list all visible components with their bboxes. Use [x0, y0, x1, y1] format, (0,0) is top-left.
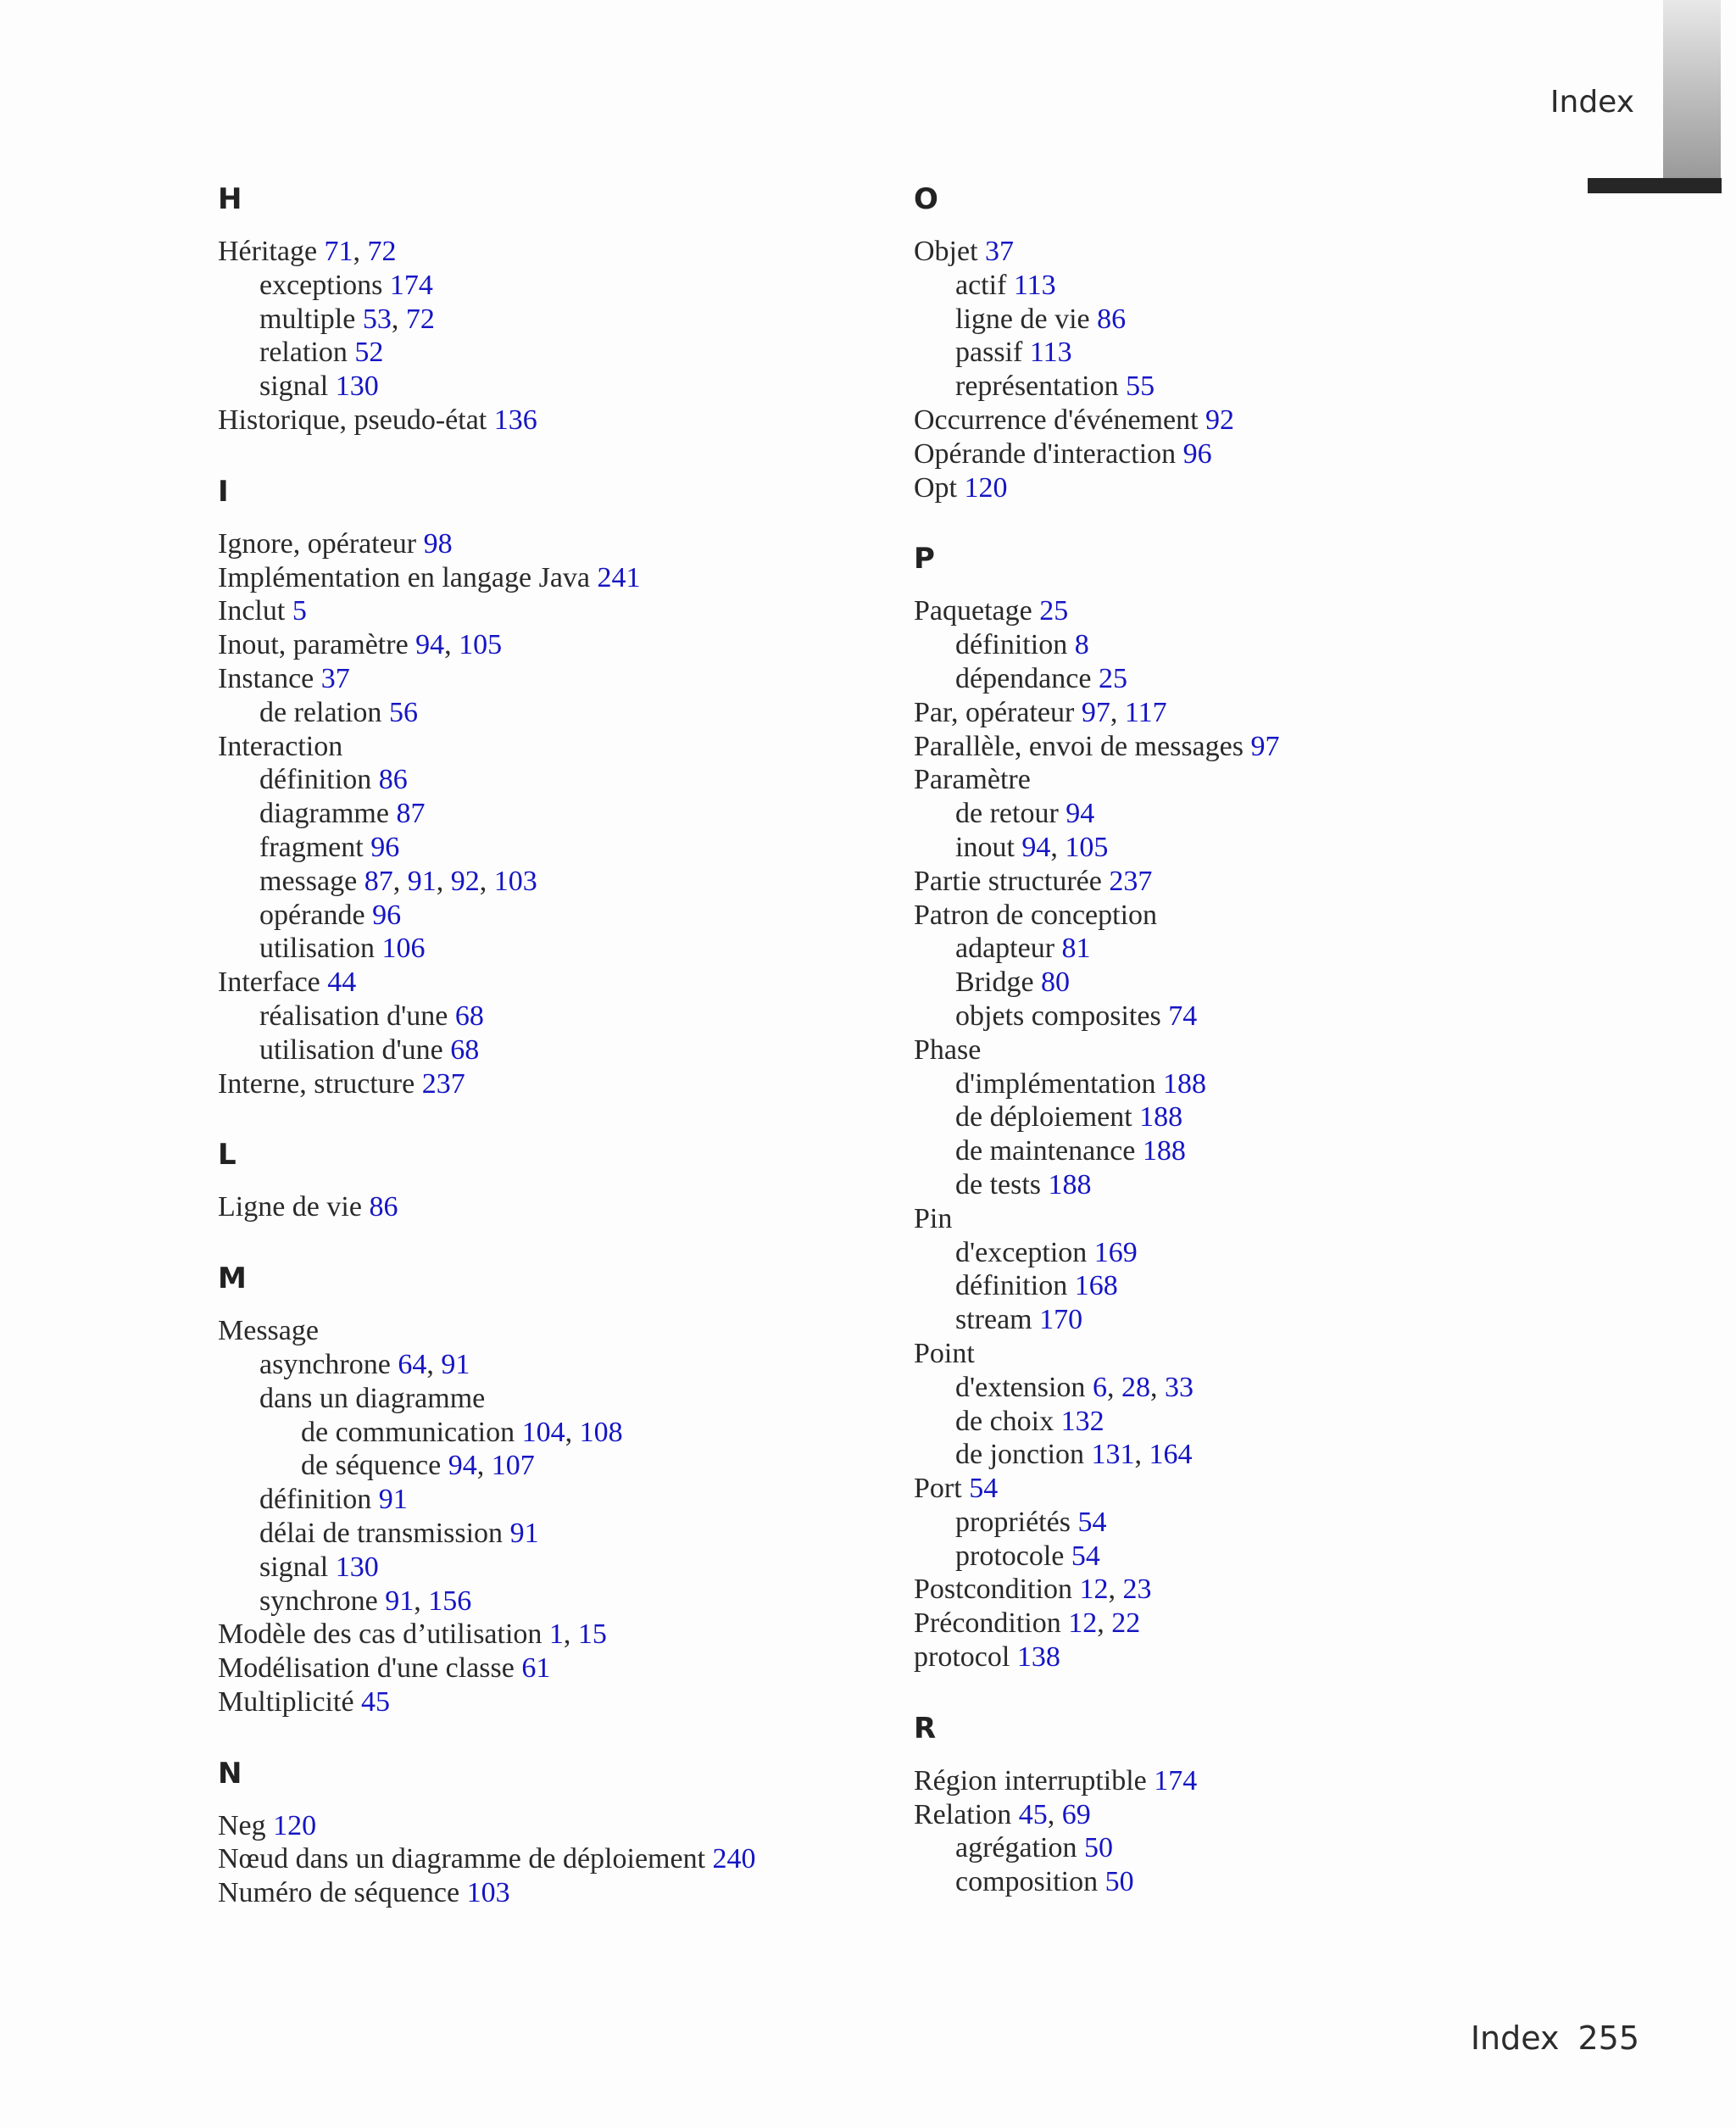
index-entry [218, 269, 896, 303]
index-entry [914, 1764, 1592, 1798]
page-ref-link[interactable]: 94 [1066, 798, 1095, 830]
index-term: Objet [914, 236, 978, 267]
index-term: de tests [955, 1168, 1042, 1200]
page-ref-link[interactable]: 56 [388, 696, 418, 728]
index-entry [218, 1314, 896, 1348]
index-term: de déploiement [955, 1101, 1132, 1134]
index-section-i [218, 475, 896, 1101]
index-term: Modèle des cas d’utilisation [218, 1618, 542, 1651]
index-entry: message 87, 91, 92, 103 [259, 865, 537, 897]
index-entry [914, 1472, 1592, 1506]
index-entry: de jonction 131, 164 [955, 1439, 1193, 1471]
page-ref-link[interactable]: 188 [1163, 1067, 1207, 1100]
index-entry [914, 797, 1592, 831]
index-term: Phase [914, 1033, 982, 1066]
index-term: d'exception [955, 1236, 1088, 1268]
page-ref-link[interactable]: 72 [367, 236, 397, 267]
page-ref-link[interactable]: 87 [364, 865, 393, 897]
index-term: définition [955, 1270, 1068, 1302]
index-entry [914, 1831, 1592, 1865]
index-term: Bridge [955, 967, 1034, 999]
index-entry: Relation 45, 69 [914, 1798, 1091, 1830]
index-column-right [914, 182, 1592, 1936]
index-section-n [218, 1757, 896, 1910]
index-entry [914, 370, 1592, 404]
index-term: définition [259, 764, 372, 796]
index-term: agrégation [955, 1832, 1077, 1864]
page-ref-link[interactable]: 50 [1084, 1832, 1113, 1864]
page-ref-link[interactable]: 37 [320, 662, 350, 694]
index-term: adapteur [955, 933, 1055, 965]
index-entry [218, 662, 896, 696]
page-ref-link[interactable]: 96 [1182, 437, 1212, 470]
index-entry [914, 763, 1592, 797]
page-ref-link[interactable]: 37 [985, 236, 1015, 267]
index-entry: inout 94, 105 [955, 831, 1109, 863]
index-term: Opérande d'interaction [914, 437, 1177, 470]
index-term: Interne, structure [218, 1067, 415, 1100]
page-ref-link[interactable]: 45 [361, 1685, 391, 1718]
index-term: réalisation d'une [259, 1000, 448, 1032]
index-entry [914, 404, 1592, 437]
index-term: utilisation [259, 933, 375, 965]
index-entry [218, 696, 896, 730]
index-term: Partie structurée [914, 865, 1102, 897]
page-number: 255 [1577, 2019, 1639, 2057]
page-ref-link[interactable]: 105 [459, 629, 503, 661]
index-entry [218, 1000, 896, 1033]
index-entry [914, 1405, 1592, 1439]
page-ref-link[interactable]: 68 [454, 1000, 484, 1032]
section-letter: O [914, 182, 938, 216]
index-term: de retour [955, 798, 1059, 830]
index-entry [218, 1809, 896, 1843]
index-column-left [218, 182, 896, 1947]
index-entry [914, 1303, 1592, 1337]
index-entry: de séquence 94, 107 [301, 1450, 535, 1482]
index-term: signal [259, 370, 329, 403]
index-entry [218, 966, 896, 1000]
page-ref-link[interactable]: 22 [1111, 1607, 1141, 1640]
index-entry [218, 730, 896, 764]
index-term: dans un diagramme [259, 1382, 486, 1414]
section-letter: N [218, 1756, 242, 1791]
page-ref-link[interactable]: 98 [423, 527, 453, 560]
page-ref-link[interactable]: 130 [335, 370, 379, 403]
index-term: de maintenance [955, 1135, 1136, 1167]
page-ref-link[interactable]: 130 [335, 1551, 379, 1583]
index-entry [218, 561, 896, 595]
page-ref-link[interactable]: 91 [441, 1348, 470, 1380]
page-ref-link[interactable]: 120 [964, 471, 1008, 504]
index-entry [914, 899, 1592, 933]
index-entry [914, 269, 1592, 303]
index-entry [218, 1382, 896, 1416]
index-term: Ligne de vie [218, 1191, 362, 1223]
page-ref-link[interactable]: 105 [1065, 831, 1109, 863]
index-entry: asynchrone 64, 91 [259, 1348, 470, 1380]
index-entry [218, 1483, 896, 1517]
page-ref-link[interactable]: 44 [327, 967, 357, 999]
entry-list [914, 235, 1592, 504]
index-entry [218, 336, 896, 370]
index-entry [218, 1190, 896, 1224]
page-ref-link[interactable]: 237 [421, 1067, 465, 1100]
page-ref-link[interactable]: 61 [521, 1652, 551, 1685]
section-letter: R [914, 1711, 937, 1746]
index-entry [218, 932, 896, 966]
page-ref-link[interactable]: 74 [1168, 1000, 1198, 1032]
page-ref-link[interactable]: 94 [415, 629, 445, 661]
index-entry: Héritage 71, 72 [218, 236, 397, 267]
page-ref-link[interactable]: 54 [969, 1473, 999, 1505]
index-term: exceptions [259, 269, 383, 301]
index-term: Postcondition [914, 1574, 1073, 1606]
page-ref-link[interactable]: 54 [1071, 1540, 1100, 1572]
page-ref-link[interactable]: 188 [1142, 1135, 1186, 1167]
index-entry: Modèle des cas d’utilisation 1, 15 [218, 1618, 607, 1651]
index-entry [914, 1134, 1592, 1168]
thumb-tab [1663, 0, 1721, 178]
section-letter: H [218, 182, 242, 216]
index-term: Message [218, 1315, 319, 1347]
index-term: Ignore, opérateur [218, 527, 417, 560]
index-entry [914, 966, 1592, 1000]
index-term: de relation [259, 696, 382, 728]
index-entry: Précondition 12, 22 [914, 1607, 1141, 1640]
index-section-h [218, 182, 896, 437]
index-entry [914, 1100, 1592, 1134]
page-ref-link[interactable]: 156 [428, 1585, 472, 1617]
page-ref-link[interactable]: 25 [1039, 595, 1069, 627]
page-folio [1471, 2019, 1639, 2057]
page-ref-link[interactable]: 1 [548, 1618, 564, 1651]
index-entry [914, 437, 1592, 471]
index-term: Opt [914, 471, 957, 504]
index-term: fragment [259, 831, 364, 863]
index-term: Parallèle, envoi de messages [914, 730, 1244, 762]
index-entry [218, 527, 896, 561]
index-term: diagramme [259, 798, 389, 830]
index-term: Par, opérateur [914, 696, 1075, 728]
index-term: asynchrone [259, 1348, 391, 1380]
page-ref-link[interactable]: 91 [385, 1585, 415, 1617]
page-ref-link[interactable]: 169 [1093, 1236, 1138, 1268]
index-entry [218, 1685, 896, 1719]
index-entry [218, 899, 896, 933]
page-ref-link[interactable]: 170 [1039, 1304, 1083, 1336]
page-ref-link[interactable]: 72 [405, 303, 435, 335]
index-entry: Par, opérateur 97, 117 [914, 696, 1167, 728]
index-entry [218, 1551, 896, 1585]
index-term: définition [259, 1484, 372, 1516]
index-entry [914, 303, 1592, 337]
index-term: composition [955, 1866, 1099, 1898]
entry-list [914, 594, 1592, 1674]
page-ref-link[interactable]: 12 [1068, 1607, 1098, 1640]
page-ref-link[interactable]: 71 [324, 236, 353, 267]
index-term: Numéro de séquence [218, 1877, 460, 1909]
index-entry [218, 831, 896, 865]
entry-list [218, 235, 896, 437]
page-ref-link[interactable]: 97 [1081, 696, 1110, 728]
entry-list [218, 1314, 896, 1719]
index-entry [218, 1652, 896, 1685]
page-ref-link[interactable]: 15 [577, 1618, 607, 1651]
index-entry: d'extension 6, 28, 33 [955, 1371, 1194, 1403]
index-entry: synchrone 91, 156 [259, 1585, 472, 1617]
index-term: protocol [914, 1641, 1010, 1674]
index-entry [218, 1876, 896, 1910]
page-ref-link[interactable]: 28 [1121, 1371, 1150, 1403]
index-entry [914, 1337, 1592, 1371]
page-ref-link[interactable]: 25 [1098, 662, 1127, 694]
index-section-l [218, 1138, 896, 1224]
entry-list [218, 527, 896, 1101]
page-ref-link[interactable]: 241 [597, 561, 641, 593]
index-term: de choix [955, 1405, 1054, 1437]
thumb-tab-bar [1588, 178, 1722, 193]
index-entry [914, 865, 1592, 899]
page-ref-link[interactable]: 12 [1079, 1574, 1109, 1606]
index-entry [218, 1033, 896, 1067]
page-ref-link[interactable]: 106 [381, 933, 426, 965]
index-term: Point [914, 1337, 975, 1369]
index-term: Inout, paramètre [218, 629, 409, 661]
entry-list [218, 1809, 896, 1910]
page-ref-link[interactable]: 87 [396, 798, 426, 830]
index-entry [914, 594, 1592, 628]
page-ref-link[interactable]: 131 [1091, 1439, 1135, 1471]
page-ref-link[interactable]: 113 [1013, 269, 1056, 301]
page-ref-link[interactable]: 132 [1060, 1405, 1104, 1437]
index-term: Historique, pseudo-état [218, 404, 487, 436]
index-term: de jonction [955, 1439, 1085, 1471]
page-ref-link[interactable]: 174 [1154, 1764, 1198, 1797]
index-entry [914, 1000, 1592, 1033]
folio-label: Index [1470, 2019, 1560, 2057]
index-term: Paquetage [914, 595, 1032, 627]
page-ref-link[interactable]: 52 [354, 337, 384, 369]
index-term: Région interruptible [914, 1764, 1147, 1797]
page-ref-link[interactable]: 33 [1164, 1371, 1194, 1403]
index-term: multiple [259, 303, 356, 335]
entry-list [914, 1764, 1592, 1899]
page-ref-link[interactable]: 237 [1109, 865, 1153, 897]
index-term: Relation [914, 1798, 1012, 1830]
index-term: de séquence [301, 1450, 442, 1482]
index-term: stream [955, 1304, 1032, 1336]
index-term: définition [955, 629, 1068, 661]
page-ref-link[interactable]: 68 [450, 1033, 480, 1066]
index-entry: Inout, paramètre 94, 105 [218, 629, 503, 661]
index-term: d'extension [955, 1371, 1086, 1403]
page-ref-link[interactable]: 80 [1041, 967, 1071, 999]
index-term: Multiplicité [218, 1685, 354, 1718]
section-letter: L [218, 1138, 236, 1173]
page-ref-link[interactable]: 86 [369, 1191, 398, 1223]
index-term: utilisation d'une [259, 1033, 443, 1066]
page-ref-link[interactable]: 168 [1074, 1270, 1118, 1302]
index-term: opérande [259, 899, 365, 931]
page-ref-link[interactable]: 108 [579, 1416, 623, 1448]
index-term: Interface [218, 967, 320, 999]
index-entry [914, 730, 1592, 764]
page-ref-link[interactable]: 188 [1139, 1101, 1183, 1134]
index-section-p [914, 542, 1592, 1674]
index-term: délai de transmission [259, 1517, 504, 1549]
index-term: Paramètre [914, 764, 1031, 796]
page-ref-link[interactable]: 188 [1048, 1168, 1092, 1200]
index-entry [914, 1033, 1592, 1067]
index-term: propriétés [955, 1506, 1071, 1538]
index-entry [218, 797, 896, 831]
index-term: dépendance [955, 662, 1092, 694]
index-entry [914, 1865, 1592, 1899]
page-ref-link[interactable]: 174 [389, 269, 433, 301]
index-entry [914, 1067, 1592, 1101]
page-ref-link[interactable]: 53 [362, 303, 392, 335]
page-ref-link[interactable]: 94 [1021, 831, 1051, 863]
page-ref-link[interactable]: 164 [1149, 1439, 1193, 1471]
index-term: relation [259, 337, 348, 369]
index-term: actif [955, 269, 1007, 301]
section-letter: I [218, 474, 229, 509]
index-section-o [914, 182, 1592, 504]
page-ref-link[interactable]: 120 [273, 1809, 317, 1841]
page-ref-link[interactable]: 6 [1092, 1371, 1107, 1403]
index-term: Instance [218, 662, 314, 694]
index-term: Nœud dans un diagramme de déploiement [218, 1843, 706, 1875]
page-ref-link[interactable]: 8 [1074, 629, 1089, 661]
index-entry [914, 1506, 1592, 1540]
page-ref-link[interactable]: 138 [1016, 1641, 1060, 1674]
index-term: inout [955, 831, 1015, 863]
page-ref-link[interactable]: 50 [1104, 1866, 1134, 1898]
page-ref-link[interactable]: 240 [712, 1843, 756, 1875]
page-ref-link[interactable]: 23 [1122, 1574, 1152, 1606]
page-ref-link[interactable]: 55 [1126, 370, 1155, 403]
index-term: Précondition [914, 1607, 1061, 1640]
index-term: Port [914, 1473, 962, 1505]
page-ref-link[interactable]: 64 [398, 1348, 427, 1380]
page-ref-link[interactable]: 54 [1077, 1506, 1107, 1538]
index-entry [218, 594, 896, 628]
index-term: Occurrence d'événement [914, 404, 1199, 436]
page-ref-link[interactable]: 97 [1250, 730, 1280, 762]
index-entry [914, 1269, 1592, 1303]
page-ref-link[interactable]: 103 [493, 865, 537, 897]
index-entry [218, 1517, 896, 1551]
entry-list [218, 1190, 896, 1224]
index-entry [914, 662, 1592, 696]
index-section-r [914, 1712, 1592, 1899]
index-entry [218, 1842, 896, 1876]
index-entry [914, 932, 1592, 966]
index-term: ligne de vie [955, 303, 1090, 335]
index-term: Pin [914, 1202, 953, 1234]
index-term: Interaction [218, 730, 343, 762]
index-term: message [259, 865, 358, 897]
page-ref-link[interactable]: 104 [521, 1416, 565, 1448]
index-section-m [218, 1262, 896, 1719]
index-term: d'implémentation [955, 1067, 1156, 1100]
page-ref-link[interactable]: 117 [1124, 696, 1167, 728]
page-ref-link[interactable]: 136 [493, 404, 537, 436]
index-entry [914, 1168, 1592, 1202]
page-ref-link[interactable]: 91 [407, 865, 437, 897]
page-ref-link[interactable]: 103 [466, 1877, 510, 1909]
index-term: de communication [301, 1416, 515, 1448]
index-entry [914, 336, 1592, 370]
running-head: Index [1550, 85, 1634, 120]
index-entry [914, 628, 1592, 662]
page-ref-link[interactable]: 91 [378, 1484, 408, 1516]
index-entry: multiple 53, 72 [259, 303, 435, 335]
index-entry: Postcondition 12, 23 [914, 1574, 1152, 1606]
page-ref-link[interactable]: 107 [491, 1450, 535, 1482]
index-term: Modélisation d'une classe [218, 1652, 515, 1685]
page-ref-link[interactable]: 113 [1029, 337, 1072, 369]
page-ref-link[interactable]: 92 [1205, 404, 1235, 436]
index-term: signal [259, 1551, 329, 1583]
page-ref-link[interactable]: 45 [1018, 1798, 1048, 1830]
index-entry [914, 1540, 1592, 1574]
index-term: Neg [218, 1809, 266, 1841]
index-entry [914, 1641, 1592, 1674]
index-term: objets composites [955, 1000, 1161, 1032]
index-term: synchrone [259, 1585, 378, 1617]
index-entry [914, 471, 1592, 505]
index-term: passif [955, 337, 1023, 369]
index-entry [218, 763, 896, 797]
page-ref-link[interactable]: 86 [1097, 303, 1127, 335]
section-letter: P [914, 542, 935, 577]
index-entry [914, 235, 1592, 269]
index-term: Patron de conception [914, 899, 1158, 931]
page-ref-link[interactable]: 96 [370, 831, 400, 863]
index-term: représentation [955, 370, 1119, 403]
page-ref-link[interactable]: 91 [509, 1517, 539, 1549]
page-ref-link[interactable]: 81 [1061, 933, 1091, 965]
index-entry [218, 370, 896, 404]
index-term: Héritage [218, 236, 318, 267]
page-ref-link[interactable]: 86 [378, 764, 408, 796]
index-term: Inclut [218, 595, 286, 627]
page-ref-link[interactable]: 5 [292, 595, 307, 627]
index-entry: de communication 104, 108 [301, 1416, 623, 1448]
index-entry [914, 1202, 1592, 1236]
index-term: protocole [955, 1540, 1065, 1572]
page-ref-link[interactable]: 92 [450, 865, 480, 897]
index-entry [218, 1067, 896, 1101]
index-entry [914, 1236, 1592, 1270]
page-ref-link[interactable]: 69 [1061, 1798, 1091, 1830]
page-ref-link[interactable]: 96 [372, 899, 402, 931]
section-letter: M [218, 1262, 247, 1296]
index-term: Implémentation en langage Java [218, 561, 590, 593]
page-ref-link[interactable]: 94 [448, 1450, 477, 1482]
index-entry [218, 404, 896, 437]
